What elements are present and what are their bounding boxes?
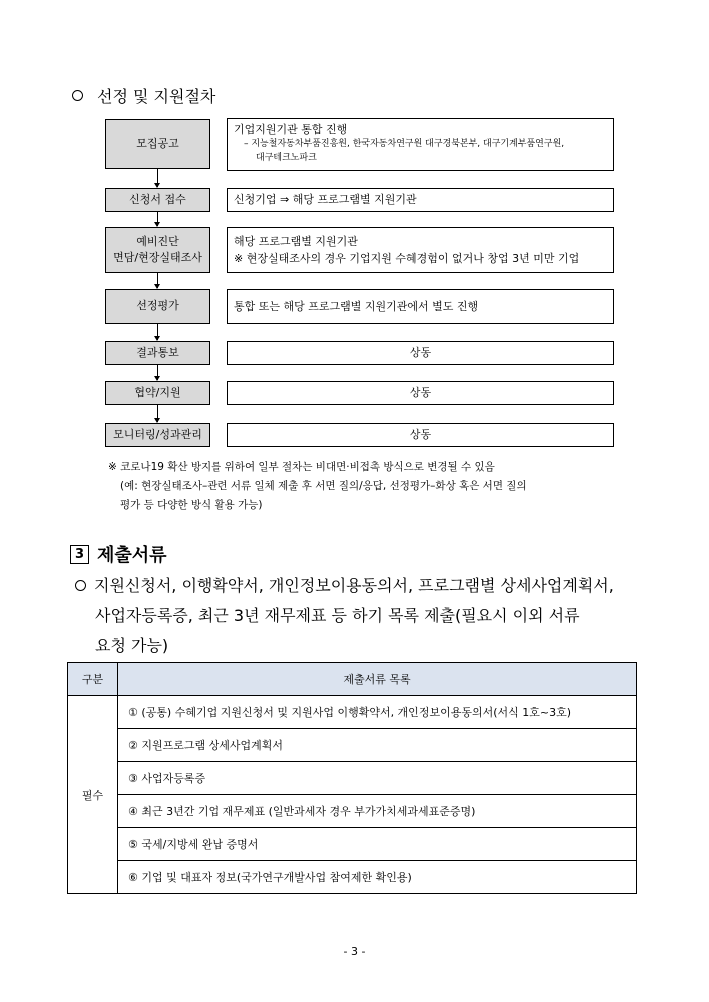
covid-note [108, 458, 527, 515]
step-label: 협약/지원 [134, 385, 181, 399]
table-cell: ③ 사업자등록증 [118, 762, 637, 795]
table-row [68, 828, 637, 861]
section-title-text: 제출서류 [97, 545, 167, 566]
step-label: 선정평가 [136, 299, 179, 313]
section-number: 3 [70, 545, 89, 564]
desc-application [227, 188, 614, 212]
table-cell: ④ 최근 3년간 기업 재무제표 (일반과세자 경우 부가가치세과세표준증명) [118, 795, 637, 828]
arrow-down-icon [157, 324, 158, 340]
step-label: 면담/현장실태조사 [113, 251, 202, 264]
step-monitoring [105, 423, 210, 447]
desc-text: ※ 현장실태조사의 경우 기업지원 수혜경험이 없거나 창업 3년 미만 기업 [234, 252, 580, 265]
note-line: ※ 코로나19 확산 방지를 위하여 일부 절차는 비대면·비접촉 방식으로 변경될 수 있음 [108, 461, 495, 473]
para-text: 요청 가능) [95, 636, 169, 655]
table-cell: ② 지원프로그램 상세사업계획서 [118, 729, 637, 762]
procedure-heading-text: 선정 및 지원절차 [97, 87, 216, 106]
table-header-row [68, 663, 637, 696]
desc-text: 기업지원기관 통합 진행 [234, 123, 348, 136]
table-category-cell: 필수 [68, 696, 118, 894]
desc-selection-evaluation [227, 289, 614, 324]
table-cell: ① (공통) 수혜기업 지원신청서 및 지원사업 이행확약서, 개인정보이용동의서(서식 1호~3호) [118, 696, 637, 729]
desc-agreement-support [227, 381, 614, 405]
procedure-heading [72, 84, 215, 107]
desc-text: 상동 [409, 386, 432, 400]
circle-bullet-icon [72, 90, 83, 101]
step-label: 결과통보 [136, 345, 179, 359]
desc-text: 해당 프로그램별 지원기관 [234, 234, 358, 248]
para-text: 사업자등록증, 최근 3년 재무제표 등 하기 목록 제출(필요시 이외 서류 [95, 606, 580, 625]
step-label: 모집공고 [136, 136, 179, 150]
table-cell: ⑥ 기업 및 대표자 정보(국가연구개발사업 참여제한 확인용) [118, 861, 637, 894]
table-row [68, 861, 637, 894]
arrow-down-icon [157, 169, 158, 187]
desc-text: 통합 또는 해당 프로그램별 지원기관에서 별도 진행 [234, 299, 479, 313]
arrow-down-icon [157, 365, 158, 380]
desc-text: 상동 [409, 346, 432, 360]
desc-recruitment [227, 118, 614, 171]
documents-table [67, 662, 637, 894]
section-title [70, 541, 167, 567]
table-row [68, 696, 637, 729]
desc-subtext: – 지능철자동차부품진흥원, 한국자동차연구원 대구경북본부, 대구기계부품연구원, [244, 139, 565, 150]
page-number: - 3 - [343, 945, 366, 958]
step-result-notification [105, 341, 210, 365]
step-preliminary-diagnosis [105, 227, 210, 273]
arrow-down-icon [157, 405, 158, 422]
step-agreement-support [105, 381, 210, 405]
arrow-down-icon [157, 212, 158, 226]
step-recruitment [105, 119, 210, 169]
para-line [75, 571, 655, 601]
table-header-list: 제출서류 목록 [118, 663, 637, 696]
desc-monitoring [227, 423, 614, 447]
para-text: 지원신청서, 이행확약서, 개인정보이용동의서, 프로그램별 상세사업계획서, [94, 576, 614, 595]
desc-result-notification [227, 341, 614, 365]
table-row [68, 729, 637, 762]
table-header-category: 구분 [68, 663, 118, 696]
desc-preliminary-diagnosis [227, 227, 614, 273]
step-label: 모니터링/성과관리 [113, 427, 202, 441]
note-line: (예: 현장실태조사–관련 서류 일체 제출 후 서면 질의/응답, 선정평가–화상 혹은 서면 질의 [120, 479, 527, 492]
desc-text: 신청기업 ⇒ 해당 프로그램별 지원기관 [234, 193, 417, 207]
table-row [68, 795, 637, 828]
step-label: 신청서 접수 [129, 192, 186, 206]
table-cell: ⑤ 국세/지방세 완납 증명서 [118, 828, 637, 861]
note-line: 평가 등 다양한 방식 활용 가능) [120, 498, 263, 511]
desc-subtext: 대구테크노파크 [256, 152, 317, 163]
section-paragraph [75, 571, 655, 661]
circle-bullet-icon [75, 580, 86, 591]
step-label: 예비진단 [136, 234, 179, 248]
desc-text: 상동 [409, 428, 432, 442]
arrow-down-icon [157, 273, 158, 288]
step-selection-evaluation [105, 289, 210, 324]
table-row [68, 762, 637, 795]
step-application [105, 188, 210, 212]
